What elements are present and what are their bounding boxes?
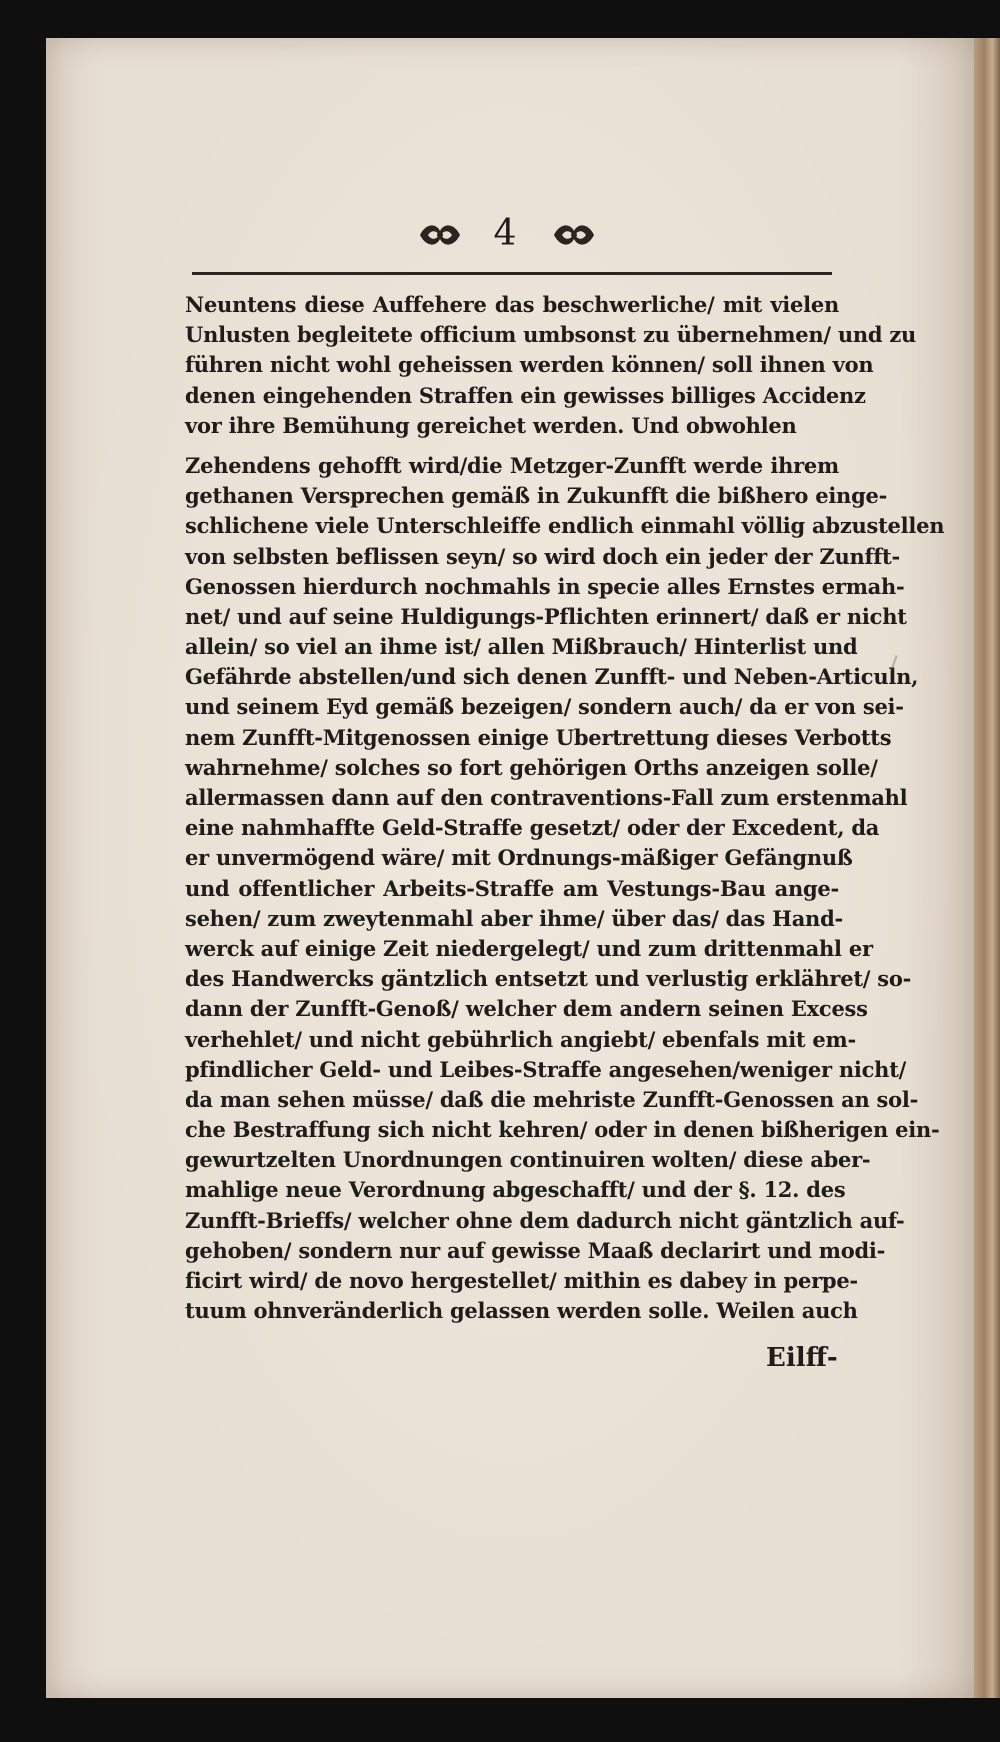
text-line: mahlige neue Verordnung abgeschafft/ und der §. 12. des — [185, 1177, 846, 1203]
floral-ornament-icon — [418, 221, 462, 249]
text-line: er unvermögend wäre/ mit Ordnungs-mäßiger Gefängnuß — [185, 845, 853, 871]
text-line: nem Zunfft-Mitgenossen einige Ubertrettung dieses Verbotts — [185, 724, 892, 750]
text-line: denen eingehenden Straffen ein gewisses billiges Accidenz — [185, 382, 866, 408]
text-line: gewurtzelten Unordnungen continuiren wolten/ diese aber- — [185, 1147, 871, 1173]
text-line: net/ und auf seine Huldigungs-Pflichten erinnert/ daß er nicht — [185, 603, 907, 629]
text-line: und offentlicher Arbeits-Straffe am Vestungs-Bau ange- — [185, 875, 839, 901]
text-line: dann der Zunfft-Genoß/ welcher dem andern seinen Excess — [185, 996, 868, 1022]
text-line: gethanen Versprechen gemäß in Zukunfft die bißhero einge- — [185, 483, 888, 509]
text-line: ficirt wird/ de novo hergestellet/ mithin es dabey in perpe- — [185, 1268, 858, 1293]
text-line: tuum ohnveränderlich gelassen werden solle. Weilen auch — [185, 1298, 858, 1324]
page-header — [0, 213, 1000, 261]
text-line: führen nicht wohl geheissen werden können/ soll ihnen von — [185, 352, 874, 378]
text-line: von selbsten beflissen seyn/ so wird doch ein jeder der Zunfft- — [185, 543, 900, 569]
page-number: 4 — [493, 213, 517, 254]
text-line: pfindlicher Geld- und Leibes-Straffe angesehen/weniger nicht/ — [185, 1056, 907, 1082]
text-line: sehen/ zum zweytenmahl aber ihme/ über das/ das Hand- — [185, 905, 843, 931]
text-line: da man sehen müsse/ daß die mehriste Zunfft-Genossen an sol- — [185, 1086, 919, 1112]
text-line: che Bestraffung sich nicht kehren/ oder in denen bißherigen ein- — [185, 1117, 940, 1143]
text-line: allermassen dann auf den contraventions-Fall zum erstenmahl — [185, 785, 908, 810]
text-line: Unlusten begleitete officium umbsonst zu übernehmen/ und zu — [185, 322, 917, 348]
text-line: vor ihre Bemühung gereichet werden. Und obwohlen — [185, 412, 797, 438]
text-line: Genossen hierdurch nochmahls in specie alles Ernstes ermah- — [185, 573, 905, 599]
text-line: Gefährde abstellen/und sich denen Zunfft- und Neben-Articuln, — [185, 664, 919, 690]
text-line: werck auf einige Zeit niedergelegt/ und zum drittenmahl er — [185, 935, 873, 961]
text-line: des Handwercks gäntzlich entsetzt und verlustig erklähret/ so- — [185, 966, 912, 992]
catchword: Eilff- — [766, 1343, 838, 1373]
text-line: wahrnehme/ solches so fort gehörigen Orths anzeigen solle/ — [185, 754, 878, 780]
book-spine-edge — [974, 38, 1000, 1698]
header-rule — [192, 272, 832, 275]
text-line: schlichene viele Unterschleiffe endlich einmahl völlig abzustellen — [185, 513, 945, 539]
text-line: allein/ so viel an ihme ist/ allen Mißbrauch/ Hinterlist und — [185, 634, 858, 660]
text-line: Zunfft-Brieffs/ welcher ohne dem dadurch nicht gäntzlich auf- — [185, 1207, 905, 1233]
text-line: Neuntens diese Auffehere das beschwerliche/ mit vielen — [185, 292, 839, 317]
text-line: eine nahmhaffte Geld-Straffe gesetzt/ oder der Excedent, da — [185, 815, 880, 841]
text-line: verhehlet/ und nicht gebührlich angiebt/ ebenfals mit em- — [185, 1026, 856, 1052]
text-line: und seinem Eyd gemäß bezeigen/ sondern auch/ da er von sei- — [185, 694, 904, 720]
text-line: Zehendens gehofft wird/die Metzger-Zunfft werde ihrem — [185, 452, 839, 478]
body-text — [185, 290, 945, 1326]
text-line: gehoben/ sondern nur auf gewisse Maaß declarirt und modi- — [185, 1237, 886, 1263]
floral-ornament-icon — [552, 221, 596, 249]
